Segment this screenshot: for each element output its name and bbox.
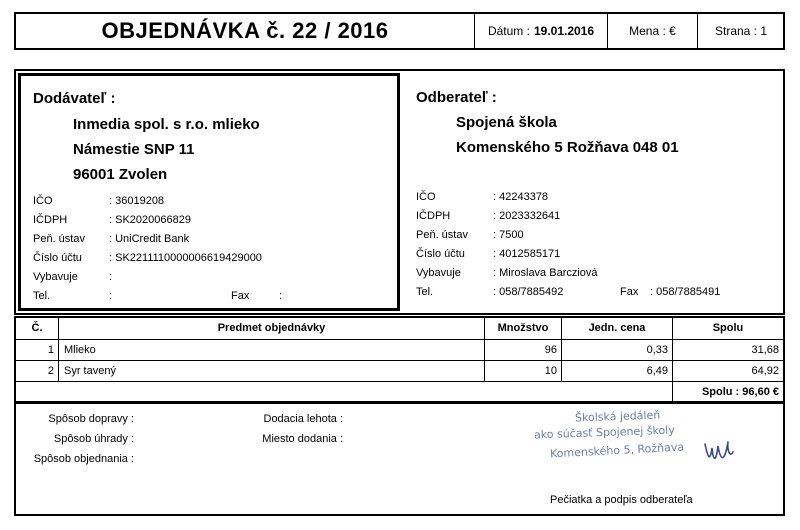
ordering-label: Spôsob objednania : bbox=[33, 453, 134, 465]
sum-label: Spolu : bbox=[701, 386, 740, 398]
info-value: : bbox=[109, 271, 113, 283]
customer-ico-row bbox=[416, 188, 776, 207]
signature-icon bbox=[702, 438, 736, 468]
supplier-heading: Dodávateľ : bbox=[33, 90, 116, 107]
customer-icdph-row bbox=[416, 207, 776, 226]
date-label: Dátum : bbox=[487, 24, 530, 38]
order-date bbox=[475, 14, 607, 48]
supplier-city: 96001 Zvolen bbox=[73, 166, 168, 183]
stamp-line: ako súčasť Spojenej školy bbox=[533, 423, 675, 442]
supplier-box bbox=[18, 73, 400, 311]
date-value: 19.01.2016 bbox=[533, 24, 595, 38]
col-header-unit-price: Jedn. cena bbox=[588, 322, 646, 334]
info-label: Vybavuje bbox=[33, 271, 78, 283]
col-header-quantity: Množstvo bbox=[497, 322, 549, 334]
info-label: IČO bbox=[33, 195, 53, 207]
customer-account-row bbox=[416, 245, 776, 264]
row-number: 1 bbox=[47, 344, 54, 356]
row-number: 2 bbox=[47, 365, 54, 377]
info-label: IČDPH bbox=[416, 210, 451, 222]
fax-value: : bbox=[279, 290, 283, 302]
info-label: Číslo účtu bbox=[416, 248, 465, 260]
row-quantity: 96 bbox=[544, 344, 557, 356]
stamp-seal bbox=[530, 410, 750, 470]
supplier-name: Inmedia spol. s r.o. mlieko bbox=[73, 116, 260, 133]
info-label: IČDPH bbox=[33, 214, 68, 226]
info-value: : 7500 bbox=[493, 229, 524, 241]
row-quantity: 10 bbox=[544, 365, 557, 377]
table-divider bbox=[16, 381, 783, 382]
order-header bbox=[14, 12, 785, 50]
customer-bank-row bbox=[416, 226, 776, 245]
stamp-line: Školská jedáleň bbox=[574, 408, 661, 425]
row-unit-price: 0,33 bbox=[646, 344, 668, 356]
fax-label: Fax bbox=[620, 286, 639, 298]
delivery-place-label: Miesto dodania : bbox=[262, 433, 343, 445]
col-header-number: Č. bbox=[31, 322, 43, 334]
signature-label: Pečiatka a podpis odberateľa bbox=[550, 494, 693, 506]
info-value: : Miroslava Barcziová bbox=[493, 267, 598, 279]
table-divider bbox=[58, 318, 59, 382]
supplier-contact-row bbox=[33, 268, 393, 287]
order-title: OBJEDNÁVKA č. 22 / 2016 bbox=[101, 18, 389, 43]
customer-heading: Odberateľ : bbox=[416, 89, 497, 106]
items-table bbox=[14, 316, 785, 403]
info-label: Vybavuje bbox=[416, 267, 461, 279]
col-header-item: Predmet objednávky bbox=[217, 322, 326, 334]
info-label: Peň. ústav bbox=[416, 229, 468, 241]
supplier-account-row bbox=[33, 249, 393, 268]
fax-label: Fax bbox=[231, 290, 250, 302]
info-value: : UniCredit Bank bbox=[109, 233, 190, 245]
customer-name: Spojená škola bbox=[456, 114, 557, 131]
info-value: : 36019208 bbox=[109, 195, 165, 207]
customer-phone-row bbox=[416, 283, 776, 302]
row-unit-price: 6,49 bbox=[646, 365, 668, 377]
info-value: : 42243378 bbox=[493, 191, 549, 203]
customer-address: Komenského 5 Rožňava 048 01 bbox=[456, 139, 679, 156]
customer-box bbox=[404, 73, 780, 311]
supplier-bank-row bbox=[33, 230, 393, 249]
payment-label: Spôsob úhrady : bbox=[53, 433, 134, 445]
row-item: Syr tavený bbox=[64, 365, 116, 377]
info-value: : 2023332641 bbox=[493, 210, 561, 222]
info-label: IČO bbox=[416, 191, 436, 203]
supplier-street: Námestie SNP 11 bbox=[73, 141, 195, 158]
info-value: : 4012585171 bbox=[493, 248, 561, 260]
info-label: Číslo účtu bbox=[33, 252, 82, 264]
supplier-ico-row bbox=[33, 192, 393, 211]
row-total: 31,68 bbox=[751, 344, 779, 356]
col-header-total: Spolu bbox=[712, 322, 744, 334]
fax-value: : 058/7885491 bbox=[650, 286, 721, 298]
supplier-icdph-row bbox=[33, 211, 393, 230]
info-label: Tel. bbox=[33, 290, 51, 302]
sum-value: 96,60 € bbox=[742, 386, 779, 398]
supplier-phone-row bbox=[33, 287, 393, 306]
order-sum bbox=[673, 382, 779, 402]
info-label: Peň. ústav bbox=[33, 233, 85, 245]
customer-contact-row bbox=[416, 264, 776, 283]
info-label: Tel. bbox=[416, 286, 434, 298]
info-value: : 058/7885492 bbox=[493, 286, 564, 298]
row-item: Mlieko bbox=[64, 344, 96, 356]
info-value: : SK2211110000006619429000 bbox=[109, 252, 262, 264]
currency-label: Mena : € bbox=[629, 24, 676, 38]
stamp-line: Komenského 5, Rožňava bbox=[549, 440, 685, 461]
page-number: Strana : 1 bbox=[714, 24, 768, 38]
row-total: 64,92 bbox=[751, 365, 779, 377]
delivery-term-label: Dodacia lehota : bbox=[263, 413, 343, 425]
info-value: : SK2020066829 bbox=[109, 214, 191, 226]
info-value: : bbox=[109, 290, 113, 302]
transport-label: Spôsob dopravy : bbox=[48, 413, 134, 425]
